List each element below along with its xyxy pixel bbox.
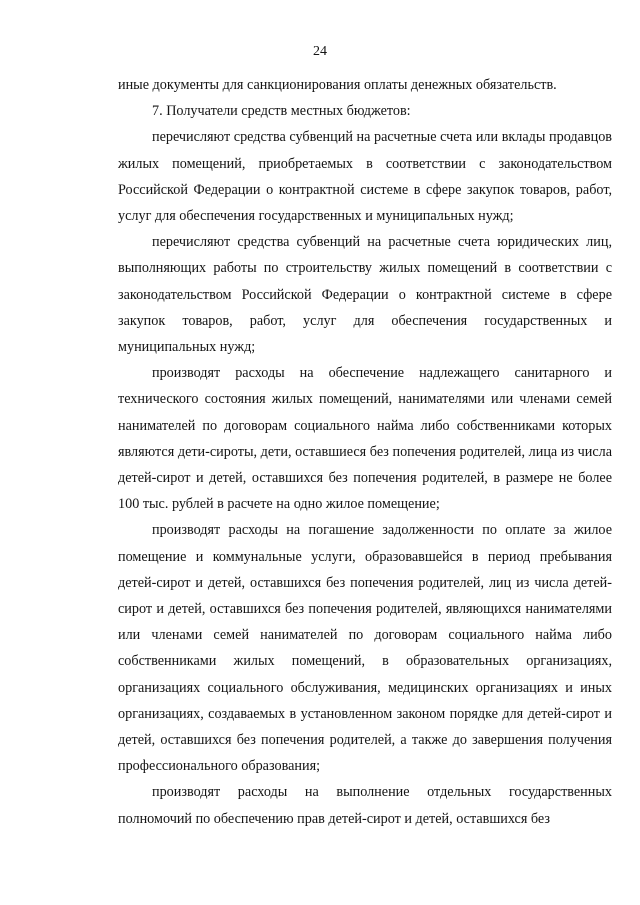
paragraph-debt-repayment: производят расходы на погашение задолженности по оплате за жилое помещение и коммунальные услуги, образовавшейся в период пребывания детей-сирот и детей, оставшихся без попечения родителей, лиц из числа детей-сирот и детей, оставшихся без попечения родителей, являющихся нанимателями или членами семей нанимателей по договорам социального найма либо собственниками жилых помещений, в образовательных организациях, организациях социального обслуживания, медицинских организациях и иных организациях, создаваемых в установленном законом порядке для детей-сирот и детей, оставшихся без попечения родителей, а также до завершения получения профессионального образования; [118,522,612,775]
paragraph-maintenance-expenses: производят расходы на обеспечение надлежащего санитарного и технического состояния жилых помещений, нанимателями или членами семей нанимателей по договорам социального найма либо собственниками которых являются дети-сироты, дети, оставшиеся без попечения родителей, лица из числа детей-сирот и детей, оставшихся без попечения родителей, в размере не более 100 тыс. рублей в расчете на одно жилое помещение; [118,365,612,513]
paragraph-continuation: иные документы для санкционирования оплаты денежных обязательств. [118,77,557,93]
paragraph-transfer-to-builders: перечисляют средства субвенций на расчетные счета юридических лиц, выполняющих работы по строительству жилых помещений в соответствии с законодательством Российской Федерации о контрактной системе в сфере закупок товаров, работ, услуг для обеспечения государственных и муниципальных нужд; [118,234,612,356]
page-number: 24 [313,44,327,59]
section-heading-7: 7. Получатели средств местных бюджетов: [152,103,411,120]
document-body [118,72,612,832]
paragraph-state-powers: производят расходы на выполнение отдельных государственных полномочий по обеспечению прав детей-сирот и детей, оставшихся без [118,784,612,827]
paragraph-transfer-to-sellers: перечисляют средства субвенций на расчетные счета или вклады продавцов жилых помещений, приобретаемых в соответствии с законодательством Российской Федерации о контрактной системе в сфере закупок товаров, работ, услуг для обеспечения государственных и муниципальных нужд; [118,129,612,225]
